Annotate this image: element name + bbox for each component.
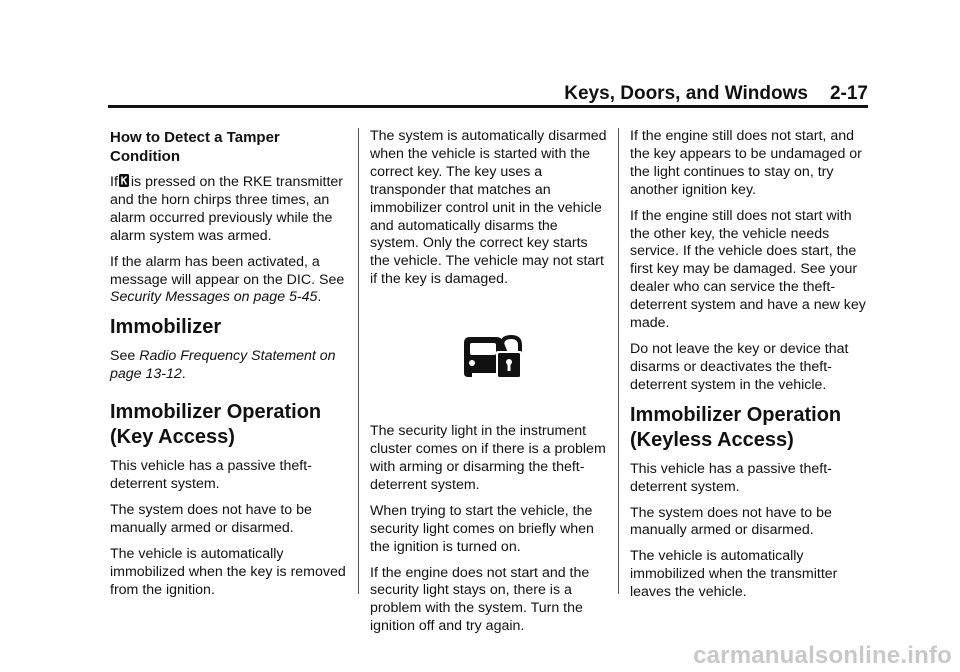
col2-paragraph-3: When trying to start the vehicle, the security light comes on briefly when the ignition is turned on. (370, 502, 594, 555)
radio-frequency-ref[interactable]: Radio Frequency Statement on page 13-12 (110, 348, 336, 383)
immobilizer-paragraph: See Radio Frequency Statement on page 13-12. (110, 348, 336, 383)
immobilizer-heading: Immobilizer (110, 316, 222, 339)
tamper-heading: How to Detect a Tamper Condition (110, 129, 280, 165)
col3-paragraph-2: If the engine still does not start with the other key, the vehicle needs service. If the vehicle does start, the first key may be damaged. See your dealer who can service the theft-deterrent system and have a new key made. (630, 207, 866, 332)
column-3 (630, 128, 870, 610)
page-number: 2-17 (829, 83, 868, 104)
security-light-icon (458, 329, 522, 383)
column-divider-2 (618, 128, 619, 594)
security-messages-ref[interactable]: Security Messages on page 5-45 (110, 289, 318, 306)
header-rule (108, 105, 868, 108)
section-title: Keys, Doors, and Windows (564, 83, 808, 104)
keyless-paragraph-3: The vehicle is automatically immobilized when the transmitter leaves the vehicle. (630, 548, 838, 601)
key-access-paragraph-1: This vehicle has a passive theft-deterrent system. (110, 458, 312, 493)
key-access-paragraph-2: The system does not have to be manually armed or disarmed. (110, 501, 312, 536)
watermark-text: carmanualsonline.info (693, 642, 952, 669)
key-access-paragraph-3: The vehicle is automatically immobilized when the key is removed from the ignition. (110, 545, 346, 598)
page-header (108, 82, 868, 106)
keyless-paragraph-2: The system does not have to be manually armed or disarmed. (630, 504, 832, 539)
tamper-paragraph-1: If is pressed on the RKE transmitter and the horn chirps three times, an alarm occurred previously while the alarm system was armed. (110, 174, 344, 244)
col3-paragraph-3: Do not leave the key or device that disarms or deactivates the theft-deterrent system in the vehicle. (630, 340, 849, 393)
column-2 (370, 128, 610, 644)
col2-paragraph-2: The security light in the instrument cluster comes on if there is a problem with arming or disarming the theft-deterrent system. (370, 423, 606, 493)
column-divider-1 (358, 128, 359, 594)
col2-paragraph-1: The system is automatically disarmed when the vehicle is started with the correct key. The key uses a transponder that matches an immobilizer control unit in the vehicle and automatically disarms the system. Only the correct key starts the vehicle. The vehicle may not start if the key is damaged. (370, 128, 607, 288)
key-access-heading: Immobilizer Operation (Key Access) (110, 401, 322, 449)
col3-paragraph-1: If the engine still does not start, and the key appears to be undamaged or the light continues to stay on, try another ignition key. (630, 128, 862, 198)
tamper-paragraph-2: If the alarm has been activated, a message will appear on the DIC. See Security Messages on page 5-45. (110, 253, 345, 306)
key-fob-k-icon (119, 174, 129, 187)
keyless-paragraph-1: This vehicle has a passive theft-deterrent system. (630, 460, 832, 495)
keyless-access-heading: Immobilizer Operation (Keyless Access) (630, 403, 842, 451)
col2-paragraph-4: If the engine does not start and the security light stays on, there is a problem with the system. Turn the ignition off and try again. (370, 564, 590, 635)
column-1 (110, 128, 350, 608)
